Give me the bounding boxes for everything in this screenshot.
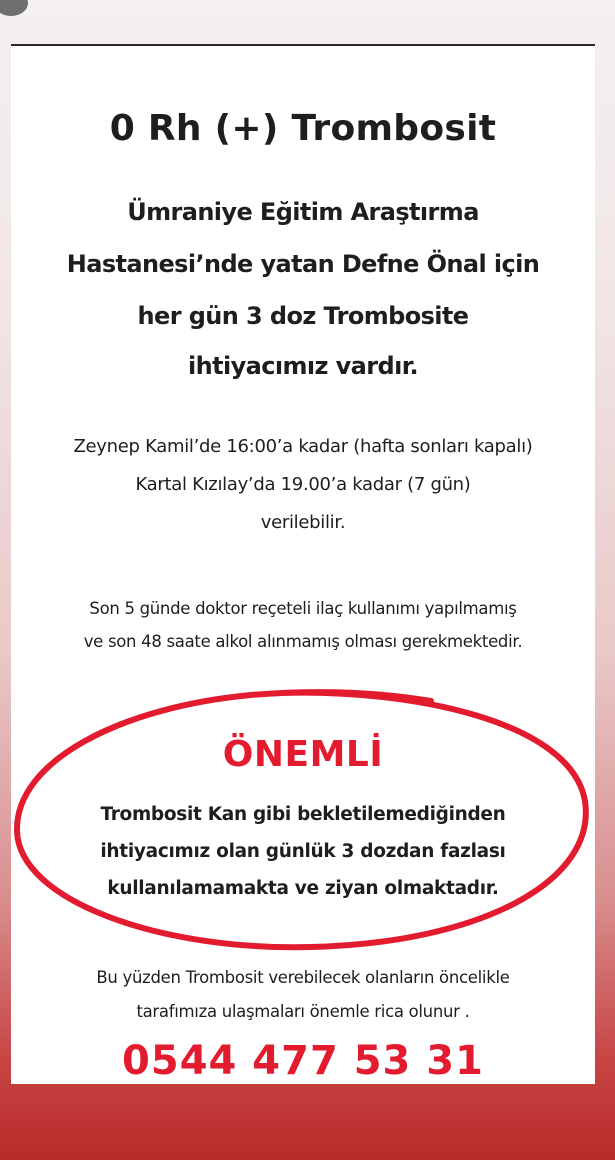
flyer-card: [11, 44, 595, 1084]
lead-line: Ümraniye Eğitim Araştırma: [127, 198, 479, 226]
important-line: Trombosit Kan gibi bekletilemediğinden: [100, 804, 506, 825]
info-line: Zeynep Kamil’de 16:00’a kadar (hafta sonları kapalı): [73, 436, 533, 457]
requirement-line: Son 5 günde doktor reçeteli ilaç kullanımı yapılmamış: [89, 599, 517, 618]
important-line: ihtiyacımız olan günlük 3 dozdan fazlası: [100, 841, 506, 862]
info-line: verilebilir.: [260, 512, 346, 533]
important-line: kullanılamamakta ve ziyan olmaktadır.: [107, 878, 499, 899]
phone-number[interactable]: 0544 477 53 31: [122, 1038, 484, 1084]
info-line: Kartal Kızılay’da 19.00’a kadar (7 gün): [135, 474, 471, 495]
lead-line: Hastanesi’nde yatan Defne Önal için: [66, 250, 540, 278]
requirement-line: ve son 48 saate alkol alınmamış olması gerekmektedir.: [83, 632, 523, 651]
closing-line: tarafımıza ulaşmaları önemle rica olunur .: [136, 1002, 470, 1021]
closing-line: Bu yüzden Trombosit verebilecek olanların öncelikle: [96, 968, 510, 987]
lead-line: her gün 3 doz Trombosite: [137, 302, 469, 330]
important-heading: ÖNEMLİ: [222, 734, 384, 775]
lead-line: ihtiyacımız vardır.: [187, 352, 419, 380]
avatar[interactable]: [0, 0, 28, 16]
flyer-title: 0 Rh (+) Trombosit: [109, 108, 497, 149]
